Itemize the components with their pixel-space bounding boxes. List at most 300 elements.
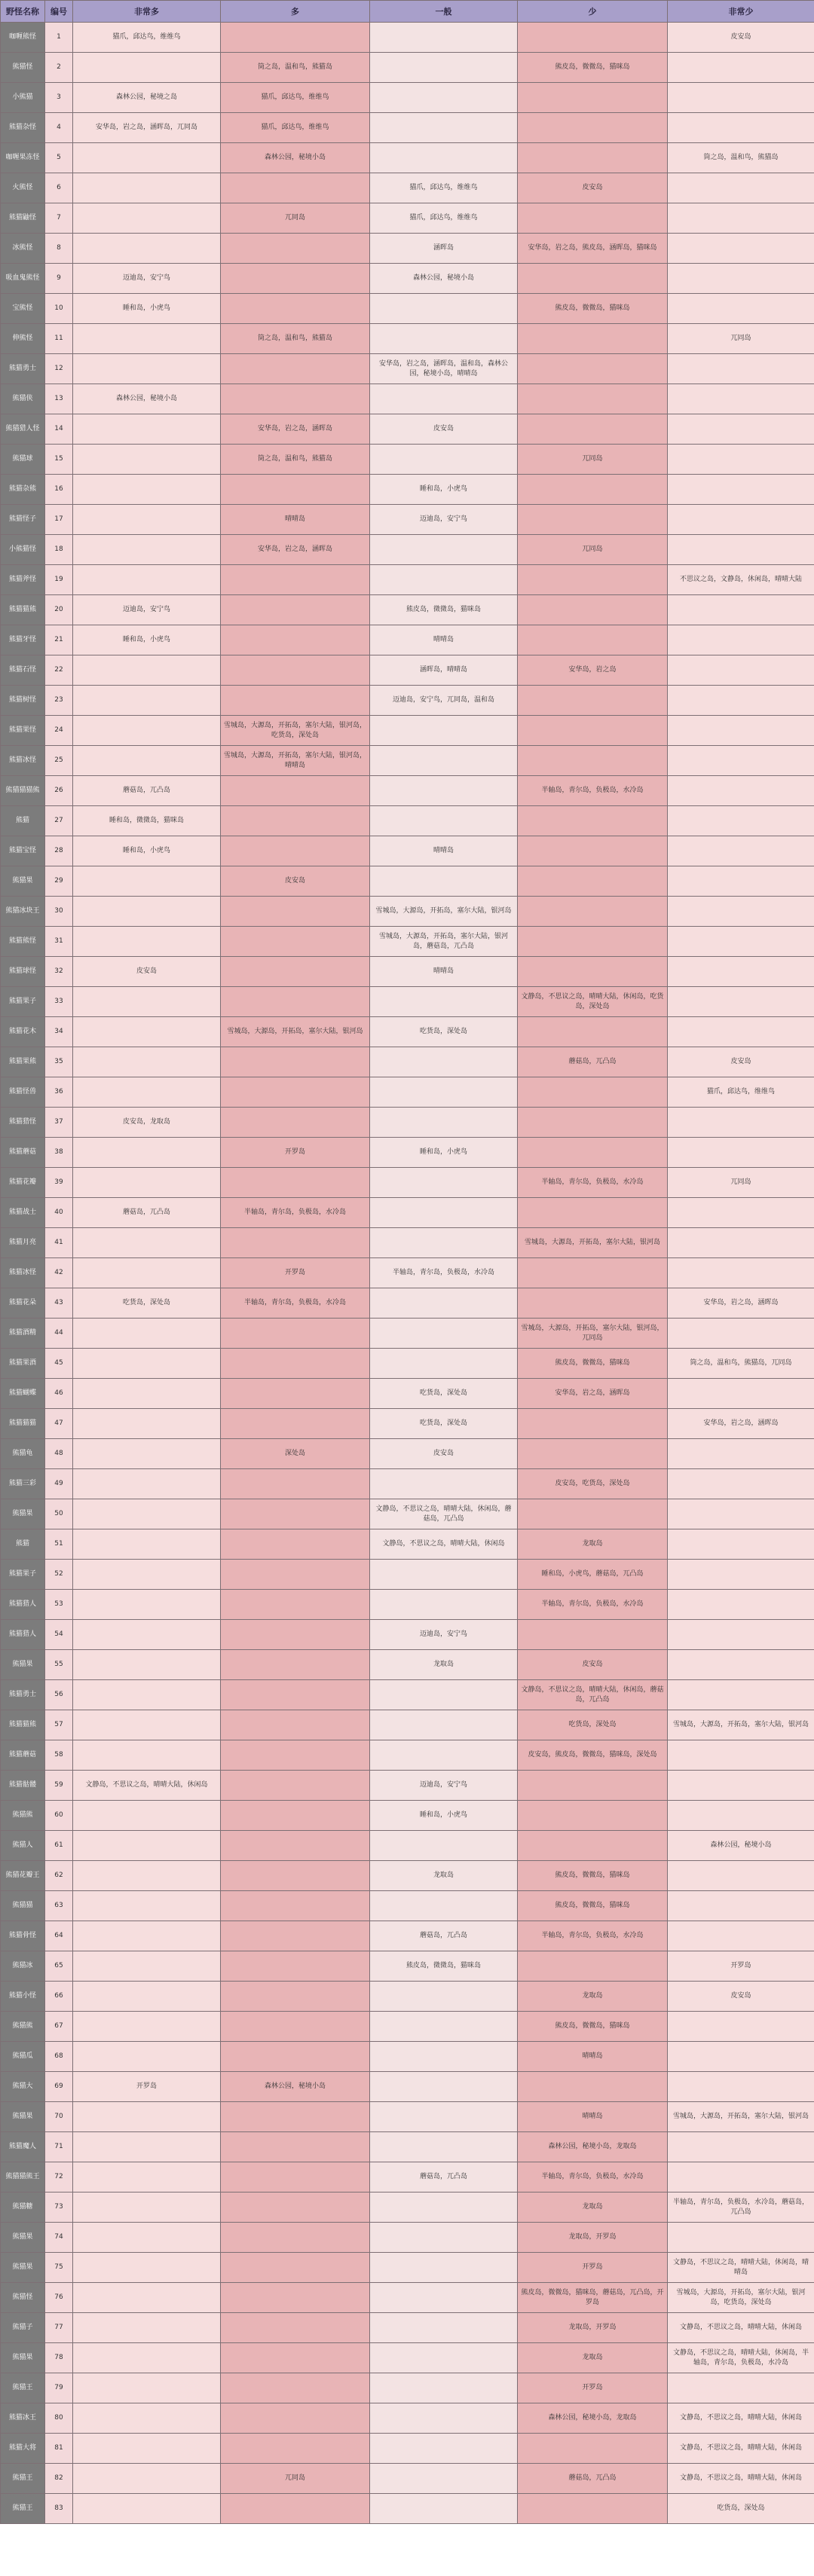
monster-name-cell: 熊猫果: [1, 1650, 45, 1680]
table-row: [1, 625, 814, 655]
monster-name-cell: 熊猫球: [1, 445, 45, 475]
table-row: [1, 445, 814, 475]
many-cell: [221, 2403, 370, 2434]
very-few-cell: 文静岛，不思议之岛，晴晴大陆，休闲岛: [668, 2464, 814, 2494]
table-row: [1, 324, 814, 354]
few-cell: 龙取岛: [518, 1529, 668, 1560]
very-few-cell: 文静岛，不思议之岛，晴晴大陆，休闲岛，半轴岛，青尔岛，负极岛，水冷岛: [668, 2343, 814, 2373]
many-cell: [221, 1499, 370, 1529]
table-row: [1, 2042, 814, 2072]
average-cell: [370, 2313, 518, 2343]
very-few-cell: [668, 866, 814, 897]
number-cell: 78: [45, 2343, 73, 2373]
few-cell: 熊皮岛，微微岛，猫咪岛: [518, 294, 668, 324]
very-few-cell: 雪城岛，大源岛，开拓岛，塞尔大陆，银河岛: [668, 2102, 814, 2132]
very-many-cell: [73, 2373, 221, 2403]
very-many-cell: [73, 1891, 221, 1921]
few-cell: 半轴岛，青尔岛，负极岛，水冷岛: [518, 2162, 668, 2193]
few-cell: [518, 1138, 668, 1168]
number-cell: 22: [45, 655, 73, 686]
table-row: [1, 2223, 814, 2253]
very-many-cell: [73, 1077, 221, 1108]
very-many-cell: 森林公园，秘境之岛: [73, 83, 221, 113]
monster-name-cell: 火熊怪: [1, 173, 45, 203]
many-cell: [221, 1861, 370, 1891]
number-cell: 33: [45, 987, 73, 1017]
very-many-cell: [73, 173, 221, 203]
few-cell: 安华岛，岩之岛，熊皮岛，涵晖岛，猫咪岛: [518, 234, 668, 264]
number-cell: 30: [45, 897, 73, 927]
many-cell: [221, 1680, 370, 1710]
few-cell: [518, 113, 668, 143]
very-many-cell: [73, 1047, 221, 1077]
few-cell: 开罗岛: [518, 2373, 668, 2403]
many-cell: 深处岛: [221, 1439, 370, 1469]
few-cell: [518, 143, 668, 173]
table-row: [1, 655, 814, 686]
few-cell: [518, 505, 668, 535]
many-cell: [221, 2283, 370, 2313]
few-cell: 睡和岛，小虎鸟，蘑菇岛，兀凸岛: [518, 1560, 668, 1590]
many-cell: [221, 2434, 370, 2464]
few-cell: [518, 1288, 668, 1319]
table-row: [1, 1258, 814, 1288]
table-row: [1, 1349, 814, 1379]
many-cell: 安华岛，岩之岛，涵晖岛: [221, 535, 370, 565]
number-cell: 24: [45, 716, 73, 746]
very-few-cell: [668, 836, 814, 866]
very-many-cell: [73, 1379, 221, 1409]
table-row: [1, 866, 814, 897]
average-cell: [370, 324, 518, 354]
few-cell: 半轴岛，青尔岛，负极岛，水冷岛: [518, 1168, 668, 1198]
number-cell: 35: [45, 1047, 73, 1077]
table-row: [1, 1198, 814, 1228]
table-row: [1, 1590, 814, 1620]
average-cell: 吃货岛，深处岛: [370, 1409, 518, 1439]
very-few-cell: [668, 806, 814, 836]
number-cell: 57: [45, 1710, 73, 1740]
many-cell: [221, 927, 370, 957]
table-row: [1, 475, 814, 505]
number-cell: 72: [45, 2162, 73, 2193]
average-cell: 蘑菇岛，兀凸岛: [370, 2162, 518, 2193]
very-many-cell: [73, 53, 221, 83]
table-row: [1, 1077, 814, 1108]
average-cell: [370, 2283, 518, 2313]
few-cell: 熊皮岛，微微岛，猫咪岛: [518, 1861, 668, 1891]
very-many-cell: [73, 716, 221, 746]
average-cell: 熊皮岛，微微岛，猫咪岛: [370, 1951, 518, 1982]
very-few-cell: [668, 2012, 814, 2042]
number-cell: 37: [45, 1108, 73, 1138]
very-few-cell: [668, 1529, 814, 1560]
very-many-cell: [73, 1138, 221, 1168]
number-cell: 80: [45, 2403, 73, 2434]
table-row: [1, 2102, 814, 2132]
table-row: [1, 2494, 814, 2524]
very-few-cell: [668, 1379, 814, 1409]
very-many-cell: 睡和岛，小虎鸟: [73, 836, 221, 866]
monster-name-cell: 冰熊怪: [1, 234, 45, 264]
average-cell: [370, 2193, 518, 2223]
number-cell: 4: [45, 113, 73, 143]
number-cell: 18: [45, 535, 73, 565]
many-cell: [221, 264, 370, 294]
table-row: [1, 1047, 814, 1077]
average-cell: 晴晴岛: [370, 957, 518, 987]
number-cell: 31: [45, 927, 73, 957]
table-row: [1, 806, 814, 836]
very-few-cell: [668, 1861, 814, 1891]
number-cell: 76: [45, 2283, 73, 2313]
very-many-cell: [73, 1409, 221, 1439]
very-few-cell: 雪城岛，大源岛，开拓岛，塞尔大陆，银河岛，吃货岛，深处岛: [668, 2283, 814, 2313]
very-few-cell: [668, 957, 814, 987]
number-cell: 13: [45, 384, 73, 414]
monster-name-cell: 熊猫战士: [1, 1198, 45, 1228]
table-row: [1, 957, 814, 987]
many-cell: [221, 1590, 370, 1620]
very-few-cell: [668, 354, 814, 384]
monster-name-cell: 宝熊怪: [1, 294, 45, 324]
monster-name-cell: 熊猫牙怪: [1, 625, 45, 655]
few-cell: [518, 324, 668, 354]
average-cell: [370, 746, 518, 776]
many-cell: [221, 565, 370, 595]
average-cell: [370, 2223, 518, 2253]
table-row: [1, 535, 814, 565]
very-many-cell: [73, 1982, 221, 2012]
number-cell: 55: [45, 1650, 73, 1680]
header-very-few: 非常少: [668, 1, 814, 23]
header-very-many: 非常多: [73, 1, 221, 23]
very-many-cell: [73, 2162, 221, 2193]
very-few-cell: 兀同岛: [668, 324, 814, 354]
number-cell: 40: [45, 1198, 73, 1228]
very-few-cell: [668, 535, 814, 565]
table-row: [1, 1650, 814, 1680]
average-cell: [370, 565, 518, 595]
very-few-cell: [668, 2072, 814, 2102]
many-cell: [221, 1982, 370, 2012]
monster-name-cell: 熊猫杂怪: [1, 113, 45, 143]
very-many-cell: [73, 1740, 221, 1771]
table-row: [1, 1379, 814, 1409]
many-cell: [221, 1047, 370, 1077]
few-cell: 开罗岛: [518, 2253, 668, 2283]
table-row: [1, 1409, 814, 1439]
very-few-cell: 筒之岛，温和鸟，熊猫岛，兀同岛: [668, 1349, 814, 1379]
many-cell: [221, 1409, 370, 1439]
number-cell: 63: [45, 1891, 73, 1921]
very-few-cell: [668, 1560, 814, 1590]
average-cell: 雪城岛，大源岛，开拓岛，塞尔大陆，银河岛，蘑菇岛，兀凸岛: [370, 927, 518, 957]
monster-name-cell: 熊猫瓜: [1, 2042, 45, 2072]
few-cell: [518, 1831, 668, 1861]
average-cell: 睡和岛，小虎鸟: [370, 475, 518, 505]
table-row: [1, 1168, 814, 1198]
few-cell: 雪城岛，大源岛，开拓岛，塞尔大陆，银河岛: [518, 1228, 668, 1258]
many-cell: [221, 1801, 370, 1831]
table-row: [1, 1529, 814, 1560]
table-row: [1, 1982, 814, 2012]
very-few-cell: [668, 1198, 814, 1228]
many-cell: [221, 384, 370, 414]
number-cell: 83: [45, 2494, 73, 2524]
average-cell: 晴晴岛: [370, 836, 518, 866]
average-cell: 迈迪岛，安宁鸟: [370, 1620, 518, 1650]
table-row: [1, 746, 814, 776]
table-row: [1, 2162, 814, 2193]
number-cell: 19: [45, 565, 73, 595]
average-cell: [370, 1319, 518, 1349]
few-cell: [518, 1499, 668, 1529]
few-cell: [518, 897, 668, 927]
average-cell: 吃货岛，深处岛: [370, 1017, 518, 1047]
monster-name-cell: 熊猫猫熊: [1, 595, 45, 625]
monster-name-cell: 熊猫冰王: [1, 2403, 45, 2434]
table-row: [1, 927, 814, 957]
number-cell: 81: [45, 2434, 73, 2464]
few-cell: 龙取岛: [518, 2193, 668, 2223]
very-many-cell: [73, 2253, 221, 2283]
very-many-cell: 皮安岛，龙取岛: [73, 1108, 221, 1138]
number-cell: 51: [45, 1529, 73, 1560]
very-many-cell: [73, 445, 221, 475]
number-cell: 16: [45, 475, 73, 505]
average-cell: [370, 1740, 518, 1771]
few-cell: 晴晴岛: [518, 2042, 668, 2072]
very-many-cell: [73, 2403, 221, 2434]
few-cell: 龙取岛，开罗岛: [518, 2313, 668, 2343]
monster-name-cell: 熊猫王: [1, 2494, 45, 2524]
very-few-cell: [668, 294, 814, 324]
table-row: [1, 1469, 814, 1499]
very-many-cell: [73, 897, 221, 927]
header-number: 编号: [45, 1, 73, 23]
very-many-cell: 森林公园，秘境小岛: [73, 384, 221, 414]
monster-name-cell: 熊猫花瓣王: [1, 1861, 45, 1891]
very-few-cell: [668, 1590, 814, 1620]
very-few-cell: [668, 1801, 814, 1831]
monster-name-cell: 熊猫鼬怪: [1, 203, 45, 234]
very-few-cell: [668, 1258, 814, 1288]
many-cell: [221, 173, 370, 203]
average-cell: 涵晖岛: [370, 234, 518, 264]
very-many-cell: 吃货岛，深处岛: [73, 1288, 221, 1319]
few-cell: 熊皮岛，微微岛，猫咪岛: [518, 53, 668, 83]
very-few-cell: [668, 897, 814, 927]
few-cell: [518, 686, 668, 716]
average-cell: [370, 2343, 518, 2373]
many-cell: [221, 836, 370, 866]
many-cell: 雪城岛，大源岛，开拓岛，塞尔大陆，银河岛: [221, 1017, 370, 1047]
monster-name-cell: 熊猫骨怪: [1, 1921, 45, 1951]
table-row: [1, 1017, 814, 1047]
few-cell: [518, 1801, 668, 1831]
very-many-cell: [73, 1590, 221, 1620]
very-many-cell: [73, 1650, 221, 1680]
very-few-cell: 文静岛，不思议之岛，晴晴大陆，休闲岛: [668, 2434, 814, 2464]
table-row: [1, 1801, 814, 1831]
monster-name-cell: 熊猫王: [1, 2373, 45, 2403]
monster-name-cell: 熊猫猫熊: [1, 1710, 45, 1740]
monster-name-cell: 熊猫勇士: [1, 354, 45, 384]
many-cell: [221, 655, 370, 686]
monster-name-cell: 熊猫冰怪: [1, 746, 45, 776]
very-many-cell: [73, 927, 221, 957]
table-row: [1, 2464, 814, 2494]
monster-name-cell: 熊猫: [1, 1529, 45, 1560]
table-row: [1, 234, 814, 264]
very-few-cell: 不思议之岛，文静岛，休闲岛，晴晴大陆: [668, 565, 814, 595]
table-row: [1, 1620, 814, 1650]
few-cell: [518, 384, 668, 414]
average-cell: 猫爪，邱达鸟，维维鸟: [370, 173, 518, 203]
very-few-cell: 开罗岛: [668, 1951, 814, 1982]
very-many-cell: [73, 2313, 221, 2343]
very-few-cell: 筒之岛，温和鸟，熊猫岛: [668, 143, 814, 173]
table-row: [1, 2253, 814, 2283]
number-cell: 32: [45, 957, 73, 987]
table-row: [1, 1710, 814, 1740]
very-many-cell: 文静岛，不思议之岛，晴晴大陆，休闲岛: [73, 1771, 221, 1801]
very-few-cell: [668, 595, 814, 625]
number-cell: 29: [45, 866, 73, 897]
many-cell: [221, 595, 370, 625]
very-few-cell: [668, 1439, 814, 1469]
few-cell: [518, 1439, 668, 1469]
many-cell: [221, 1379, 370, 1409]
table-row: [1, 776, 814, 806]
monster-name-cell: 熊猫斧怪: [1, 565, 45, 595]
many-cell: [221, 686, 370, 716]
table-row: [1, 1861, 814, 1891]
header-many: 多: [221, 1, 370, 23]
average-cell: 睡和岛，小虎鸟: [370, 1138, 518, 1168]
very-few-cell: [668, 53, 814, 83]
number-cell: 73: [45, 2193, 73, 2223]
table-row: [1, 2343, 814, 2373]
average-cell: [370, 2403, 518, 2434]
very-many-cell: [73, 1710, 221, 1740]
very-few-cell: 皮安岛: [668, 1047, 814, 1077]
very-few-cell: 吃货岛，深处岛: [668, 2494, 814, 2524]
few-cell: 皮安岛，熊皮岛，微微岛，猫咪岛，深处岛: [518, 1740, 668, 1771]
average-cell: 熊皮岛，微微岛，猫咪岛: [370, 595, 518, 625]
average-cell: [370, 1831, 518, 1861]
few-cell: [518, 957, 668, 987]
monster-name-cell: 咖喱熊怪: [1, 23, 45, 53]
table-row: [1, 505, 814, 535]
many-cell: [221, 1831, 370, 1861]
many-cell: [221, 1228, 370, 1258]
monster-name-cell: 小熊猫: [1, 83, 45, 113]
monster-name-cell: 熊猫果: [1, 866, 45, 897]
table-row: [1, 2403, 814, 2434]
monster-name-cell: 熊猫猫熊王: [1, 2162, 45, 2193]
number-cell: 3: [45, 83, 73, 113]
number-cell: 11: [45, 324, 73, 354]
number-cell: 17: [45, 505, 73, 535]
very-many-cell: 迈迪岛，安宁鸟: [73, 264, 221, 294]
table-row: [1, 173, 814, 203]
very-few-cell: [668, 1017, 814, 1047]
very-many-cell: 猫爪，邱达鸟，维维鸟: [73, 23, 221, 53]
number-cell: 44: [45, 1319, 73, 1349]
monster-name-cell: 熊猫蝴蝶: [1, 1379, 45, 1409]
monster-name-cell: 熊猫怪子: [1, 505, 45, 535]
number-cell: 25: [45, 746, 73, 776]
table-row: [1, 1891, 814, 1921]
many-cell: [221, 776, 370, 806]
table-row: [1, 2072, 814, 2102]
average-cell: 迈迪岛，安宁鸟，兀同岛，温和岛: [370, 686, 518, 716]
monster-name-cell: 熊猫怪兽: [1, 1077, 45, 1108]
average-cell: [370, 1198, 518, 1228]
average-cell: [370, 1560, 518, 1590]
very-few-cell: 兀同岛: [668, 1168, 814, 1198]
few-cell: 安华岛，岩之岛: [518, 655, 668, 686]
monster-name-cell: 熊猫果酒: [1, 1349, 45, 1379]
very-many-cell: [73, 505, 221, 535]
number-cell: 6: [45, 173, 73, 203]
many-cell: 半轴岛，青尔岛，负极岛，水冷岛: [221, 1288, 370, 1319]
number-cell: 38: [45, 1138, 73, 1168]
very-few-cell: 安华岛，岩之岛，涵晖岛: [668, 1409, 814, 1439]
very-few-cell: [668, 1680, 814, 1710]
many-cell: [221, 2223, 370, 2253]
many-cell: [221, 1168, 370, 1198]
few-cell: 雪城岛，大源岛，开拓岛，塞尔大陆，银河岛，兀同岛: [518, 1319, 668, 1349]
very-few-cell: [668, 686, 814, 716]
very-few-cell: 文静岛，不思议之岛，晴晴大陆，休闲岛，晴晴岛: [668, 2253, 814, 2283]
average-cell: 猫爪，邱达鸟，维维鸟: [370, 203, 518, 234]
number-cell: 70: [45, 2102, 73, 2132]
very-many-cell: [73, 1228, 221, 1258]
table-row: [1, 1921, 814, 1951]
monster-name-cell: 熊猫勇士: [1, 1680, 45, 1710]
many-cell: 雪城岛，大源岛，开拓岛，塞尔大陆，银河岛，吃货岛，深处岛: [221, 716, 370, 746]
number-cell: 5: [45, 143, 73, 173]
number-cell: 12: [45, 354, 73, 384]
very-few-cell: [668, 475, 814, 505]
very-few-cell: [668, 1650, 814, 1680]
few-cell: 森林公园，秘境小岛，龙取岛: [518, 2132, 668, 2162]
few-cell: 蘑菇岛，兀凸岛: [518, 2464, 668, 2494]
average-cell: [370, 1349, 518, 1379]
very-few-cell: [668, 1228, 814, 1258]
very-many-cell: [73, 2102, 221, 2132]
number-cell: 27: [45, 806, 73, 836]
table-row: [1, 23, 814, 53]
number-cell: 82: [45, 2464, 73, 2494]
monster-name-cell: 熊猫酒精: [1, 1319, 45, 1349]
very-many-cell: [73, 535, 221, 565]
monster-name-cell: 熊猫果子: [1, 1560, 45, 1590]
few-cell: [518, 414, 668, 445]
average-cell: [370, 2072, 518, 2102]
average-cell: [370, 987, 518, 1017]
average-cell: [370, 2012, 518, 2042]
monster-name-cell: 熊猫冰怪: [1, 1258, 45, 1288]
average-cell: [370, 1047, 518, 1077]
average-cell: 睡和岛，小虎鸟: [370, 1801, 518, 1831]
few-cell: [518, 203, 668, 234]
very-few-cell: [668, 445, 814, 475]
monster-name-cell: 熊猫大: [1, 2072, 45, 2102]
